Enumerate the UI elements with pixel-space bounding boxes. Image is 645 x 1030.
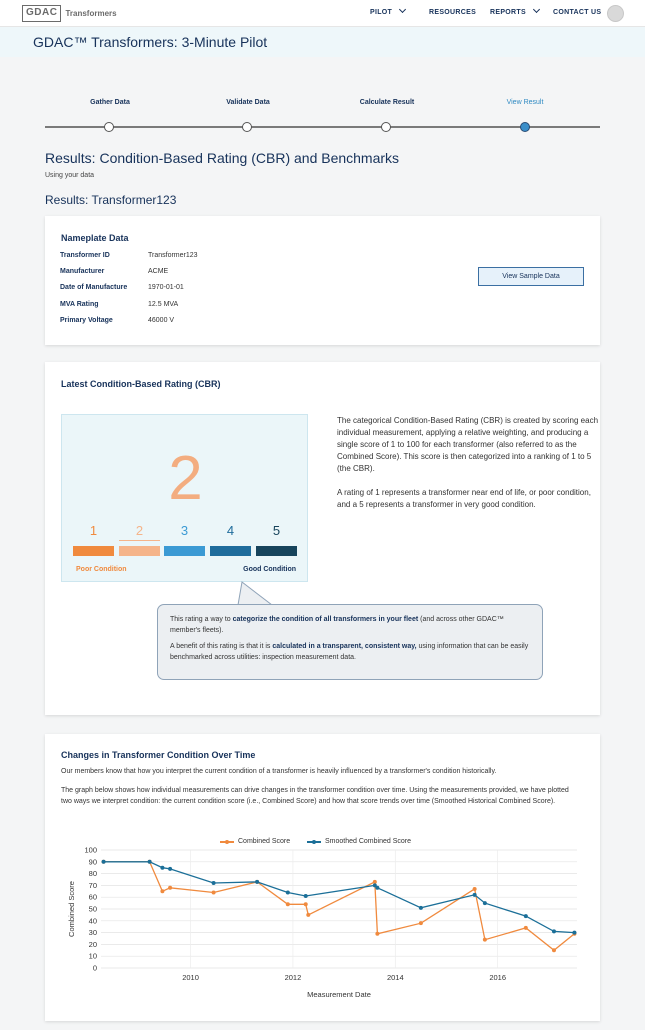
nameplate-label: MVA Rating [60,301,99,308]
smoothed-score-point [255,880,259,884]
combined-score-point [524,926,528,930]
legend-marker-smoothed [307,841,321,843]
changes-title: Changes in Transformer Condition Over Time [61,750,256,760]
scale-bar-3 [164,546,205,556]
nav-resources[interactable]: RESOURCES [429,9,477,16]
y-tick-label: 80 [88,869,97,879]
page-title: GDAC™ Transformers: 3-Minute Pilot [33,34,268,50]
combined-score-point [473,887,477,891]
y-tick-label: 100 [84,845,97,855]
scale-bar-1 [73,546,114,556]
x-tick-label: 2016 [489,973,507,982]
nameplate-label: Manufacturer [60,268,105,275]
nameplate-value: ACME [148,268,169,275]
scale-bar-4 [210,546,251,556]
combined-score-point [483,938,487,942]
smoothed-score-point [212,881,216,885]
results-heading: Results: Condition-Based Rating (CBR) and Benchmarks [45,150,400,166]
smoothed-score-point [160,866,164,870]
legend-marker-combined [220,841,234,843]
good-condition-label: Good Condition [243,566,296,573]
step-dot-calculate[interactable] [381,122,391,132]
combined-score-point [552,948,556,952]
cbr-description [337,415,599,523]
combined-score-point [212,890,216,894]
y-tick-label: 60 [88,892,97,902]
changes-paragraph-2: The graph below shows how individual measurements can drive changes in the transformer condition over time. Using the measurements provided, we have plotted two ways we interpret condition: the current condition score (i.e., Combined Score) and how that score trends over time (Smoothed Historical Combined Score). [61,787,569,805]
scale-number-2: 2 [135,523,144,538]
cbr-title: Latest Condition-Based Rating (CBR) [61,379,221,389]
scale-number-3: 3 [180,523,189,538]
logo-mark: GDAC [22,5,61,22]
smoothed-score-point [572,931,576,935]
combined-score-point [286,902,290,906]
nav-reports[interactable]: REPORTS [490,9,539,16]
logo-subtitle: Transformers [65,9,117,18]
legend-smoothed[interactable]: Smoothed Combined Score [307,838,411,845]
step-label-validate: Validate Data [226,99,270,106]
step-label-calculate: Calculate Result [359,99,415,106]
scale-number-5: 5 [272,523,281,538]
smoothed-score-point [148,860,152,864]
smoothed-score-point [483,901,487,905]
scale-bar-5 [256,546,297,556]
nameplate-label: Primary Voltage [60,317,113,324]
smoothed-score-point [286,890,290,894]
smoothed-score-point [375,886,379,890]
nav-pilot[interactable]: PILOT [370,9,405,16]
combined-score-point [306,913,310,917]
combined-score-point [419,921,423,925]
y-tick-label: 40 [88,916,97,926]
poor-condition-label: Poor Condition [76,566,127,573]
x-tick-label: 2012 [284,973,302,982]
user-avatar[interactable] [607,5,624,22]
step-dot-validate[interactable] [242,122,252,132]
smoothed-score-point [473,893,477,897]
smoothed-score-point [419,906,423,910]
smoothed-score-point [552,929,556,933]
step-label-gather: Gather Data [90,99,130,106]
nameplate-title: Nameplate Data [61,233,129,243]
cbr-rating-value: 2 [168,444,203,513]
smoothed-score-point [102,860,106,864]
smoothed-score-point [304,894,308,898]
nameplate-value: 46000 V [148,317,175,324]
scale-number-4: 4 [226,523,235,538]
x-tick-label: 2014 [386,973,404,982]
y-tick-label: 0 [92,963,97,973]
y-tick-label: 20 [88,939,97,949]
chevron-down-icon [399,6,406,13]
title-band [0,27,645,57]
y-tick-label: 70 [88,880,97,890]
step-dot-view[interactable] [520,122,530,132]
condition-chart [55,844,590,1004]
smoothed-score-point [524,914,528,918]
x-axis-label: Measurement Date [307,990,371,999]
view-sample-data-button[interactable]: View Sample Data [478,267,584,286]
cbr-rating-panel [61,414,308,582]
nameplate-value: Transformer123 [148,252,198,259]
nameplate-value: 12.5 MVA [148,301,179,308]
step-label-view: View Result [506,99,544,106]
nameplate-label: Transformer ID [60,252,110,259]
nav-contact-us[interactable]: CONTACT US [553,9,602,16]
legend-combined[interactable]: Combined Score [220,838,290,845]
callout-pointer [236,581,276,606]
combined-score-point [160,889,164,893]
y-tick-label: 90 [88,857,97,867]
combined-score-line [104,862,575,951]
smoothed-score-point [168,867,172,871]
changes-paragraph-1: Our members know that how you interpret the current condition of a transformer is heavily influenced by a transformer's condition historically. [61,768,497,775]
combined-score-point [375,932,379,936]
y-axis-label: Combined Score [67,881,76,937]
results-subheading: Using your data [45,172,95,179]
cbr-callout [157,604,543,680]
chevron-down-icon [533,6,540,13]
x-tick-label: 2010 [182,973,199,982]
selected-underline [119,540,160,541]
cbr-description-p1: The categorical Condition-Based Rating (CBR) is created by scoring each individual measurement, applying a relative weighting, and producing a single score of 1 to 100 for each transformer (also referred to as the Combined Score). This score is then categorized into a ranking of 1 to 5 (the CBR). [337,416,599,473]
scale-bar-2 [119,546,160,556]
combined-score-point [373,880,377,884]
cbr-description-p2: A rating of 1 represents a transformer near end of life, or poor condition, and a 5 represents a transformer in very good condition. [337,488,591,509]
transformer-heading: Results: Transformer123 [45,193,177,207]
top-nav [0,0,645,27]
callout-text-2: A benefit of this rating is that it is calculated in a transparent, consistent way, using information that can be easily benchmarked across utilities: inspection measurement data. [170,643,529,661]
step-dot-gather[interactable] [104,122,114,132]
stepper-track [45,126,600,128]
y-tick-label: 30 [88,928,97,938]
scale-number-1: 1 [89,523,98,538]
callout-text-1: This rating a way to categorize the condition of all transformers in your fleet (and across other GDAC™ member's fleets). [170,616,504,634]
nameplate-label: Date of Manufacture [60,284,128,291]
y-tick-label: 10 [88,951,97,961]
gdac-logo[interactable] [22,5,117,22]
nameplate-value: 1970-01-01 [148,284,184,291]
y-tick-label: 50 [88,904,97,914]
combined-score-point [168,886,172,890]
combined-score-point [304,902,308,906]
